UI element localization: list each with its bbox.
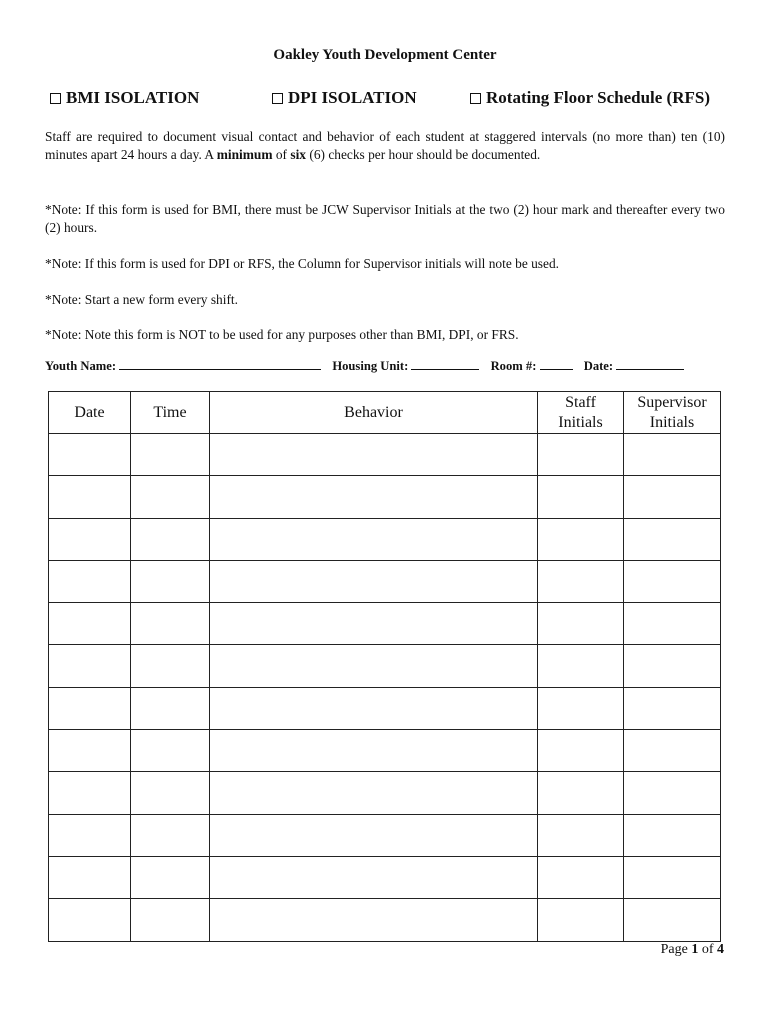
behavior-cell[interactable] [210, 476, 538, 518]
col-time-header: Time [131, 392, 210, 434]
youth-info-line [45, 358, 725, 374]
staff-initials-cell[interactable] [538, 730, 624, 772]
col-staff-initials-header [538, 392, 624, 434]
intro-text: of [272, 147, 291, 162]
isolation-type-options [50, 88, 722, 112]
date-field[interactable] [616, 358, 684, 370]
date-cell[interactable] [49, 603, 131, 645]
date-cell[interactable] [49, 899, 131, 941]
staff-initials-cell[interactable] [538, 518, 624, 560]
time-cell[interactable] [131, 772, 210, 814]
housing-unit-field[interactable] [411, 358, 479, 370]
page-prefix: Page [660, 942, 692, 957]
staff-initials-cell[interactable] [538, 687, 624, 729]
behavior-cell[interactable] [210, 560, 538, 602]
note-purpose: *Note: Note this form is NOT to be used for any purposes other than BMI, DPI, or FRS. [45, 327, 519, 342]
behavior-cell[interactable] [210, 645, 538, 687]
intro-emphasis-minimum: minimum [216, 147, 273, 162]
table-row [49, 645, 721, 687]
checkbox-icon[interactable] [470, 93, 481, 104]
table-row [49, 687, 721, 729]
behavior-cell[interactable] [210, 603, 538, 645]
time-cell[interactable] [131, 476, 210, 518]
header-line: Supervisor [637, 393, 707, 411]
supervisor-initials-cell[interactable] [624, 434, 721, 476]
table-row [49, 434, 721, 476]
time-cell[interactable] [131, 603, 210, 645]
time-cell[interactable] [131, 814, 210, 856]
supervisor-initials-cell[interactable] [624, 603, 721, 645]
check-log-table [48, 391, 721, 942]
page-current: 1 [691, 942, 699, 957]
supervisor-initials-cell[interactable] [624, 856, 721, 898]
table-row [49, 814, 721, 856]
page-total: 4 [717, 942, 724, 957]
table-header-row [49, 392, 721, 434]
staff-initials-cell[interactable] [538, 434, 624, 476]
supervisor-initials-cell[interactable] [624, 772, 721, 814]
behavior-cell[interactable] [210, 687, 538, 729]
table-row [49, 560, 721, 602]
col-supervisor-initials-header [624, 392, 721, 434]
staff-initials-cell[interactable] [538, 814, 624, 856]
checkbox-icon[interactable] [272, 93, 283, 104]
page-number [661, 942, 724, 958]
page-of: of [698, 942, 717, 957]
note-new-form: *Note: Start a new form every shift. [45, 292, 238, 307]
supervisor-initials-cell[interactable] [624, 687, 721, 729]
time-cell[interactable] [131, 687, 210, 729]
behavior-cell[interactable] [210, 814, 538, 856]
time-cell[interactable] [131, 518, 210, 560]
intro-paragraph [45, 128, 725, 164]
staff-initials-cell[interactable] [538, 899, 624, 941]
behavior-cell[interactable] [210, 856, 538, 898]
date-label: Date: [583, 359, 614, 373]
staff-initials-cell[interactable] [538, 476, 624, 518]
checkbox-icon[interactable] [50, 93, 61, 104]
header-line: Initials [649, 413, 695, 431]
table-row [49, 476, 721, 518]
date-cell[interactable] [49, 518, 131, 560]
youth-name-field[interactable] [119, 358, 321, 370]
date-cell[interactable] [49, 772, 131, 814]
behavior-cell[interactable] [210, 730, 538, 772]
note-dpi-rfs: *Note: If this form is used for DPI or RFS, the Column for Supervisor initials will note be used. [45, 256, 560, 271]
supervisor-initials-cell[interactable] [624, 518, 721, 560]
youth-name-label: Youth Name: [45, 359, 117, 373]
date-cell[interactable] [49, 856, 131, 898]
supervisor-initials-cell[interactable] [624, 814, 721, 856]
header-line: Staff [565, 393, 596, 411]
time-cell[interactable] [131, 730, 210, 772]
behavior-cell[interactable] [210, 434, 538, 476]
date-cell[interactable] [49, 434, 131, 476]
note-bmi-supervisor: *Note: If this form is used for BMI, there must be JCW Supervisor Initials at the two (2) hour mark and thereafter every two (2) hours. [45, 202, 725, 235]
behavior-cell[interactable] [210, 899, 538, 941]
intro-text: (6) checks per hour should be documented. [306, 147, 541, 162]
intro-text: Staff are required to document visual contact and behavior of each student at staggered intervals (no more than) ten (10) minutes apart 24 hours a day. A [45, 129, 725, 162]
supervisor-initials-cell[interactable] [624, 560, 721, 602]
staff-initials-cell[interactable] [538, 645, 624, 687]
col-date-header: Date [49, 392, 131, 434]
staff-initials-cell[interactable] [538, 603, 624, 645]
bmi-isolation-option[interactable] [50, 88, 199, 108]
housing-unit-label: Housing Unit: [332, 359, 409, 373]
staff-initials-cell[interactable] [538, 856, 624, 898]
table-row [49, 730, 721, 772]
supervisor-initials-cell[interactable] [624, 476, 721, 518]
time-cell[interactable] [131, 899, 210, 941]
table-row [49, 603, 721, 645]
dpi-isolation-label: DPI ISOLATION [288, 88, 417, 107]
supervisor-initials-cell[interactable] [624, 730, 721, 772]
table-row [49, 856, 721, 898]
behavior-cell[interactable] [210, 518, 538, 560]
date-cell[interactable] [49, 560, 131, 602]
date-cell[interactable] [49, 814, 131, 856]
time-cell[interactable] [131, 856, 210, 898]
table-row [49, 899, 721, 941]
col-behavior-header: Behavior [210, 392, 538, 434]
table-body [49, 434, 721, 942]
supervisor-initials-cell[interactable] [624, 899, 721, 941]
date-cell[interactable] [49, 730, 131, 772]
bmi-isolation-label: BMI ISOLATION [66, 88, 200, 107]
time-cell[interactable] [131, 645, 210, 687]
header-line: Initials [558, 413, 603, 431]
rfs-label: Rotating Floor Schedule (RFS) [486, 88, 710, 107]
table-row [49, 518, 721, 560]
supervisor-initials-cell[interactable] [624, 645, 721, 687]
room-field[interactable] [540, 358, 573, 370]
behavior-cell[interactable] [210, 772, 538, 814]
room-label: Room #: [490, 359, 537, 373]
date-cell[interactable] [49, 476, 131, 518]
dpi-isolation-option[interactable] [272, 88, 417, 108]
time-cell[interactable] [131, 434, 210, 476]
intro-emphasis-six: six [290, 147, 307, 162]
time-cell[interactable] [131, 560, 210, 602]
rfs-option[interactable] [470, 88, 710, 108]
staff-initials-cell[interactable] [538, 560, 624, 602]
page-title: Oakley Youth Development Center [273, 47, 497, 63]
date-cell[interactable] [49, 645, 131, 687]
staff-initials-cell[interactable] [538, 772, 624, 814]
date-cell[interactable] [49, 687, 131, 729]
table-row [49, 772, 721, 814]
